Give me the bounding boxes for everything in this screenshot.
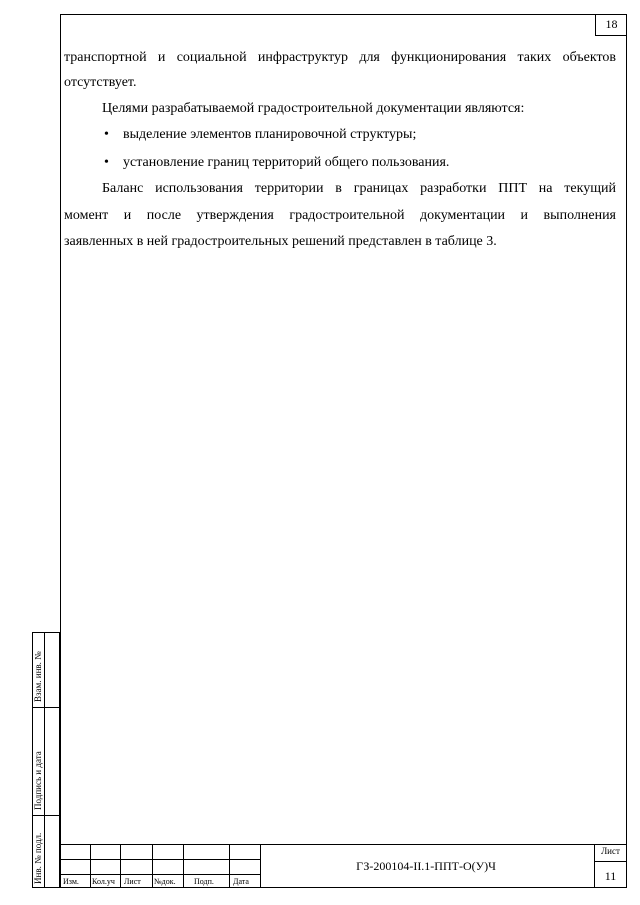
title-block-col-line — [152, 844, 153, 888]
column-label-kol-uch: Кол.уч — [92, 877, 115, 886]
title-block-col-line — [229, 844, 230, 888]
column-label-podp: Подп. — [194, 877, 214, 886]
page-frame — [60, 14, 627, 888]
bullet-item-2: установление границ территорий общего пользования. — [123, 155, 450, 170]
sheet-number: 11 — [604, 869, 617, 883]
margin-stamp-separator — [32, 815, 60, 816]
column-label-data: Дата — [233, 877, 249, 886]
paragraph-1-line-1: транспортной и социальной инфраструктур для функционирования таких объектов — [64, 50, 616, 65]
sheet-label: Лист — [601, 846, 620, 856]
bullet-item-1: выделение элементов планировочной структуры; — [123, 127, 417, 142]
stamp-label-signature-date: Подпись и дата — [33, 751, 43, 810]
paragraph-3-line-1: Баланс использования территории в границах разработки ППТ на текущий — [102, 181, 616, 196]
title-block-top-line — [60, 844, 627, 845]
paragraph-1-line-2: отсутствует. — [64, 75, 137, 90]
paragraph-2: Целями разрабатываемой градостроительной документации являются: — [102, 101, 525, 116]
paragraph-3-line-3: заявленных в ней градостроительных решений представлен в таблице 3. — [64, 234, 497, 249]
title-block-col-line — [120, 844, 121, 888]
bullet-icon: • — [104, 155, 109, 170]
title-block-col-line — [90, 844, 91, 888]
column-label-ndok: №док. — [154, 877, 176, 886]
title-block-col-line — [183, 844, 184, 888]
document-code: ГЗ-200104-II.1-ППТ-О(У)Ч — [356, 859, 496, 873]
bullet-icon: • — [104, 127, 109, 142]
column-label-izm: Изм. — [63, 877, 79, 886]
column-label-list: Лист — [124, 877, 141, 886]
paragraph-3-line-2: момент и после утверждения градостроительной документации и выполнения — [64, 208, 616, 223]
stamp-label-original-inv: Инв. № подл. — [33, 832, 43, 884]
title-block-sheet-line — [594, 861, 627, 862]
stamp-label-replacement-inv: Взам. инв. № — [33, 651, 43, 702]
top-page-number: 18 — [595, 14, 627, 36]
margin-stamp-separator — [32, 707, 60, 708]
margin-stamp-divider — [44, 632, 45, 888]
